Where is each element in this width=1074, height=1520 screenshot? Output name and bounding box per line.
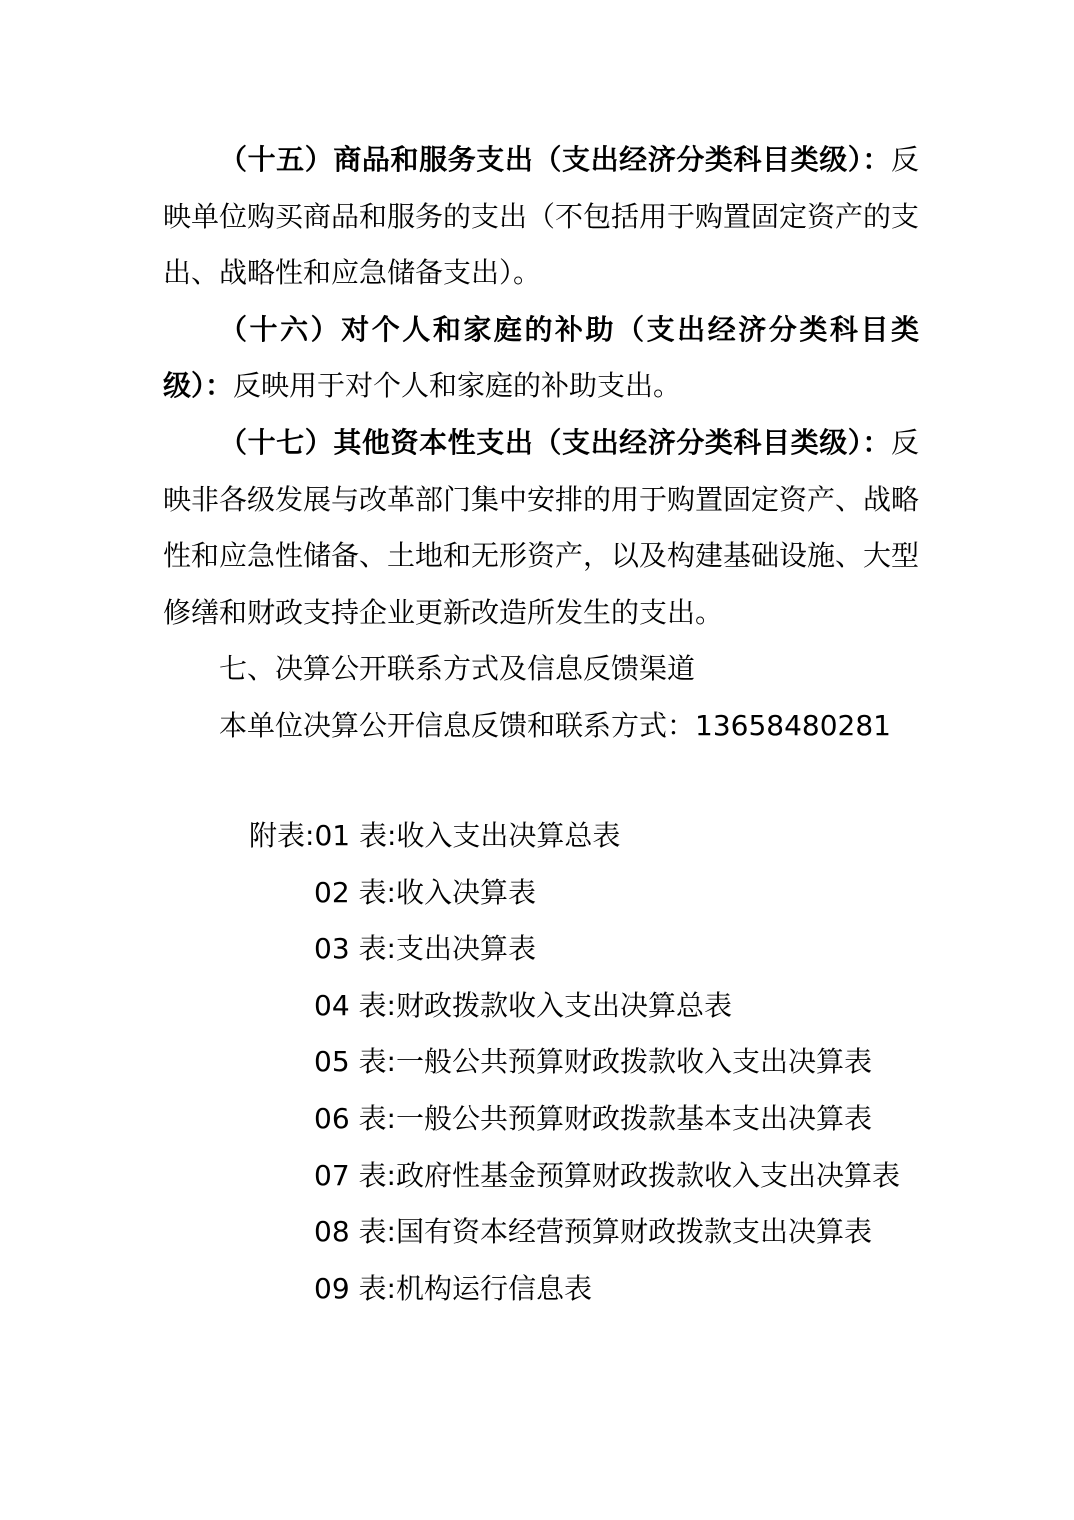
section-heading: （十七）其他资本性支出（支出经济分类科目类级）： bbox=[219, 425, 891, 459]
section-heading: （十五）商品和服务支出（支出经济分类科目类级）： bbox=[219, 143, 891, 176]
attachment-row bbox=[0, 808, 1074, 865]
attachment-row bbox=[0, 978, 1074, 1035]
section-17 bbox=[163, 415, 919, 641]
section-body: 反映非各级发展与改革部门集中安排的用于购置固定资产、战略性和应急性储备、土地和无形资产，以及构建基础设施、大型修缮和财政支持企业更新改造所发生的支出。 bbox=[163, 425, 920, 629]
attachment-row bbox=[0, 1034, 1074, 1091]
attachment-item: 09 表:机构运行信息表 bbox=[314, 1271, 592, 1305]
section-15 bbox=[163, 132, 919, 302]
attachment-item: 07 表:政府性基金预算财政拨款收入支出决算表 bbox=[314, 1158, 900, 1192]
attachment-item: 08 表:国有资本经营预算财政拨款支出决算表 bbox=[314, 1215, 872, 1249]
section-body: 反映单位购买商品和服务的支出（不包括用于购置固定资产的支出、战略性和应急储备支出）。 bbox=[163, 143, 920, 290]
attachment-row bbox=[0, 1091, 1074, 1148]
attachment-row bbox=[0, 1148, 1074, 1205]
section-heading: （十六）对个人和家庭的补助（支出经济分类科目类级）： bbox=[163, 312, 919, 403]
attachment-row bbox=[0, 1261, 1074, 1318]
attachment-row bbox=[0, 1204, 1074, 1261]
main-text bbox=[163, 132, 919, 755]
attachment-row bbox=[0, 865, 1074, 922]
attachment-item: 06 表:一般公共预算财政拨款基本支出决算表 bbox=[314, 1101, 872, 1135]
attachment-row bbox=[0, 921, 1074, 978]
attachment-item: 02 表:收入决算表 bbox=[314, 875, 536, 909]
contact-heading: 七、决算公开联系方式及信息反馈渠道 bbox=[219, 652, 696, 686]
attachment-list bbox=[0, 808, 1074, 1317]
section-16 bbox=[163, 302, 919, 415]
attachment-label: 附表:01 表:收入支出决算总表 bbox=[249, 819, 621, 852]
attachment-item: 03 表:支出决算表 bbox=[314, 932, 536, 966]
contact-line: 本单位决算公开信息反馈和联系方式：13658480281 bbox=[219, 708, 891, 742]
section-body: 反映用于对个人和家庭的补助支出。 bbox=[233, 369, 682, 403]
attachment-item: 04 表:财政拨款收入支出决算总表 bbox=[314, 988, 732, 1022]
attachment-item: 05 表:一般公共预算财政拨款收入支出决算表 bbox=[314, 1045, 872, 1079]
